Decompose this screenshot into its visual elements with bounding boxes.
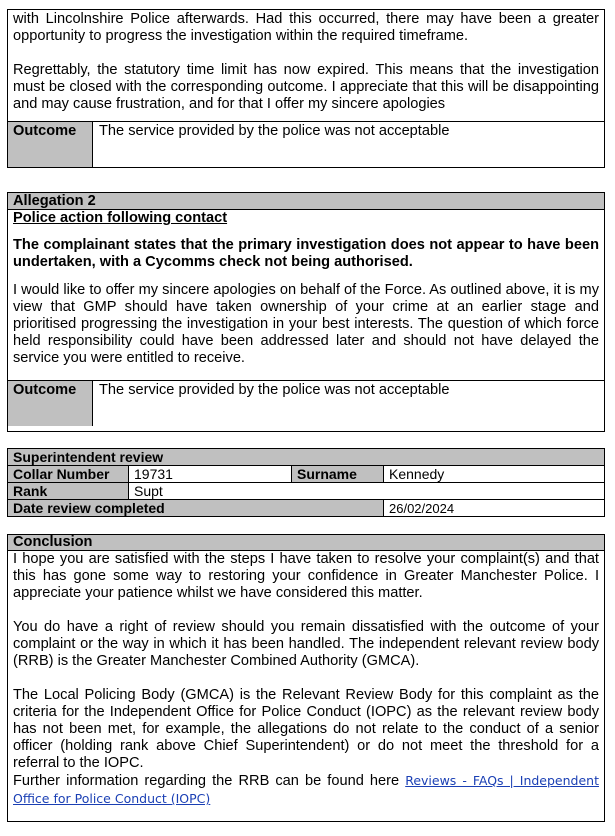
iopc-reviews-faq-link[interactable]: Reviews - FAQs | Independent Office for Police Conduct (IOPC) [13, 773, 599, 806]
allegation-2-response: I would like to offer my sincere apologies on behalf of the Force. As outlined above, it is my view that GMP should have taken ownership of your crime at an earlier stage and prioritised progressing the investigation in your best interests. The question of which force held responsibility could have been addressed later and should not have delayed the service you were entitled to receive. [13, 282, 599, 366]
allegation-1-outcome-row [8, 121, 604, 167]
outcome-label: Outcome [8, 122, 93, 167]
date-review-completed-label: Date review completed [8, 500, 384, 517]
conclusion-section [7, 534, 605, 822]
further-info-text: Further information regarding the RRB can be found here [13, 773, 406, 789]
allegation-1-paragraph: with Lincolnshire Police afterwards. Had this occurred, there may have been a greater opportunity to progress the investigation within the required timeframe. [13, 11, 599, 44]
allegation-1-paragraph: Regrettably, the statutory time limit has now expired. This means that the investigation must be closed with the corresponding outcome. I appreciate that this will be disappointing and may cause frustration, and for that I offer my sincere apologies [13, 62, 599, 112]
allegation-1-body [8, 10, 604, 121]
allegation-2-section [7, 192, 605, 432]
date-review-completed-value: 26/02/2024 [384, 500, 605, 517]
rank-label: Rank [8, 483, 129, 500]
collar-number-label: Collar Number [8, 466, 129, 483]
outcome-label: Outcome [8, 381, 93, 426]
conclusion-body [8, 551, 604, 808]
superintendent-review-table [7, 448, 605, 517]
surname-label: Surname [292, 466, 384, 483]
allegation-2-statement: The complainant states that the primary investigation does not appear to have been undertaken, with a Cycomms check not being authorised. [13, 237, 599, 270]
collar-number-value: 19731 [129, 466, 292, 483]
allegation-1-continued-section [7, 9, 605, 168]
allegation-2-header: Allegation 2 [8, 193, 604, 210]
allegation-2-body [8, 210, 604, 380]
outcome-value: The service provided by the police was not acceptable [99, 382, 450, 398]
superintendent-review-header: Superintendent review [8, 449, 605, 466]
allegation-2-subtitle: Police action following contact [13, 210, 228, 226]
further-info-paragraph [13, 772, 599, 808]
allegation-2-outcome-row [8, 380, 604, 426]
conclusion-header: Conclusion [8, 535, 604, 551]
outcome-value: The service provided by the police was not acceptable [99, 123, 450, 139]
conclusion-paragraph: I hope you are satisfied with the steps I have taken to resolve your complaint(s) and that this has gone some way to restoring your confidence in Greater Manchester Police. I appreciate your patience whilst we have considered this matter. [13, 551, 599, 601]
surname-value: Kennedy [384, 466, 605, 483]
conclusion-paragraph: The Local Policing Body (GMCA) is the Relevant Review Body for this complaint as the criteria for the Independent Office for Police Conduct (IOPC) as the relevant review body has not been met, for example, the allegations do not relate to the conduct of a senior officer (holding rank above Chief Superintendent) or do not meet the threshold for a referral to the IOPC. [13, 687, 599, 771]
rank-value: Supt [129, 483, 605, 500]
conclusion-paragraph: You do have a right of review should you remain dissatisfied with the outcome of your complaint or the way in which it has been handled. The independent relevant review body (RRB) is the Greater Manchester Combined Authority (GMCA). [13, 619, 599, 669]
